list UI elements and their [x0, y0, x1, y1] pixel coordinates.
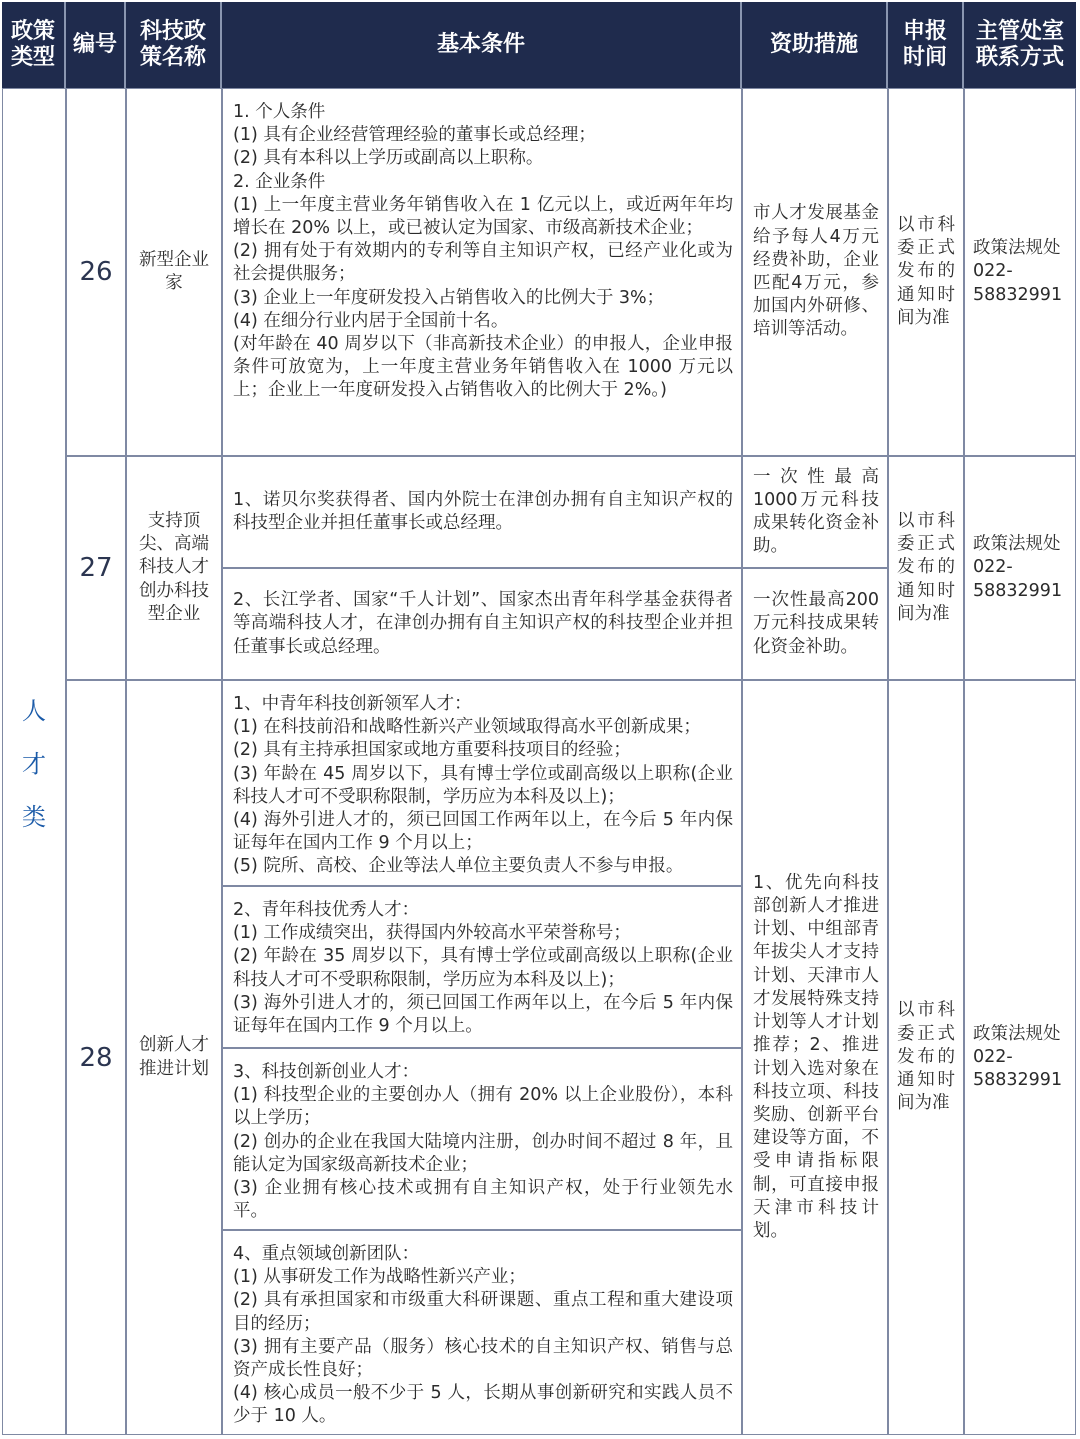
row-apply-time: 以市科委正式发布的通知时间为准: [888, 456, 964, 680]
header-policy-name: 科技政 策名称: [126, 2, 222, 88]
row-conditions: 2、青年科技优秀人才： (1) 工作成绩突出，获得国内外较高水平荣誉称号； (2) 年龄在 35 周岁以下，具有博士学位或副高级以上职称(企业科技人才可不受职称限制，学历应为本科及以上)； (3) 海外引进人才的，须已回国工作两年以上，在今后 5 年内保证每年在国内工作 9 个月以上。: [222, 886, 742, 1048]
row-funding: 一次性最高200万元科技成果转化资金补助。: [742, 568, 888, 680]
row-policy-name: 新型企业家: [126, 88, 222, 456]
category-char: 人: [22, 697, 46, 725]
row-funding: 一次性最高1000万元科技成果转化资金补助。: [742, 456, 888, 568]
category-char: 才: [22, 750, 46, 778]
row-contact: 政策法规处 022-58832991: [964, 88, 1076, 456]
row-conditions: 1、中青年科技创新领军人才： (1) 在科技前沿和战略性新兴产业领域取得高水平创新成果； (2) 具有主持承担国家或地方重要科技项目的经验； (3) 年龄在 45 周岁以下，具有博士学位或副高级以上职称(企业科技人才可不受职称限制，学历应为本科及以上)； (4) 海外引进人才的，须已回国工作两年以上，在今后 5 年内保证每年在国内工作 9 个月以上； (5) 院所、高校、企业等法人单位主要负责人不参与申报。: [222, 680, 742, 886]
row-policy-name: 支持顶尖、高端科技人才创办科技型企业: [126, 456, 222, 680]
row-contact: 政策法规处 022-58832991: [964, 680, 1076, 1435]
row-conditions: 1. 个人条件 (1) 具有企业经营管理经验的董事长或总经理； (2) 具有本科以上学历或副高以上职称。 2. 企业条件 (1) 上一年度主营业务年销售收入在 1 亿元以上，或近两年年均增长在 20% 以上，或已被认定为国家、市级高新技术企业； (2) 拥有处于有效期内的专利等自主知识产权，已经产业化或为社会提供服务； (3) 企业上一年度研发投入占销售收入的比例大于 3%； (4) 在细分行业内居于全国前十名。 (对年龄在 40 周岁以下（非高新技术企业）的申报人，企业申报条件可放宽为，上一年度主营业务年销售收入在 1000 万元以上；企业上一年度研发投入占销售收入的比例大于 2%。): [222, 88, 742, 456]
row-apply-time: 以市科委正式发布的通知时间为准: [888, 680, 964, 1435]
header-apply-time: 申报 时间: [888, 2, 964, 88]
category-cell: [2, 88, 66, 1435]
header-funding-measures: 资助措施: [742, 2, 888, 88]
row-conditions: 3、科技创新创业人才： (1) 科技型企业的主要创办人（拥有 20% 以上企业股份），本科以上学历； (2) 创办的企业在我国大陆境内注册，创办时间不超过 8 年，且能认定为国家级高新技术企业； (3) 企业拥有核心技术或拥有自主知识产权，处于行业领先水平。: [222, 1048, 742, 1230]
header-basic-conditions: 基本条件: [222, 2, 742, 88]
header-number: 编号: [66, 2, 126, 88]
row-policy-name: 创新人才推进计划: [126, 680, 222, 1435]
row-conditions: 2、长江学者、国家“千人计划”、国家杰出青年科学基金获得者等高端科技人才，在津创办拥有自主知识产权的科技型企业并担任董事长或总经理。: [222, 568, 742, 680]
row-number: 27: [66, 456, 126, 680]
row-apply-time: 以市科委正式发布的通知时间为准: [888, 88, 964, 456]
category-char: 类: [22, 803, 46, 831]
row-number: 28: [66, 680, 126, 1435]
row-funding: 1、优先向科技部创新人才推进计划、中组部青年拔尖人才支持计划、天津市人才发展特殊支持计划等人才计划推荐；2、推进计划入选对象在科技立项、科技奖励、创新平台建设等方面，不受申请指标限制，可直接申报天津市科技计划。: [742, 680, 888, 1435]
row-contact: 政策法规处 022-58832991: [964, 456, 1076, 680]
row-number: 26: [66, 88, 126, 456]
row-funding: 市人才发展基金给予每人4万元经费补助，企业匹配4万元，参加国内外研修、培训等活动。: [742, 88, 888, 456]
header-policy-type: 政策 类型: [2, 2, 66, 88]
policy-table: [2, 2, 1076, 1435]
row-conditions: 1、诺贝尔奖获得者、国内外院士在津创办拥有自主知识产权的科技型企业并担任董事长或总经理。: [222, 456, 742, 568]
row-conditions: 4、重点领域创新团队： (1) 从事研发工作为战略性新兴产业； (2) 具有承担国家和市级重大科研课题、重点工程和重大建设项目的经历； (3) 拥有主要产品（服务）核心技术的自主知识产权、销售与总资产成长性良好； (4) 核心成员一般不少于 5 人，长期从事创新研究和实践人员不少于 10 人。: [222, 1230, 742, 1435]
header-contact: 主管处室 联系方式: [964, 2, 1076, 88]
